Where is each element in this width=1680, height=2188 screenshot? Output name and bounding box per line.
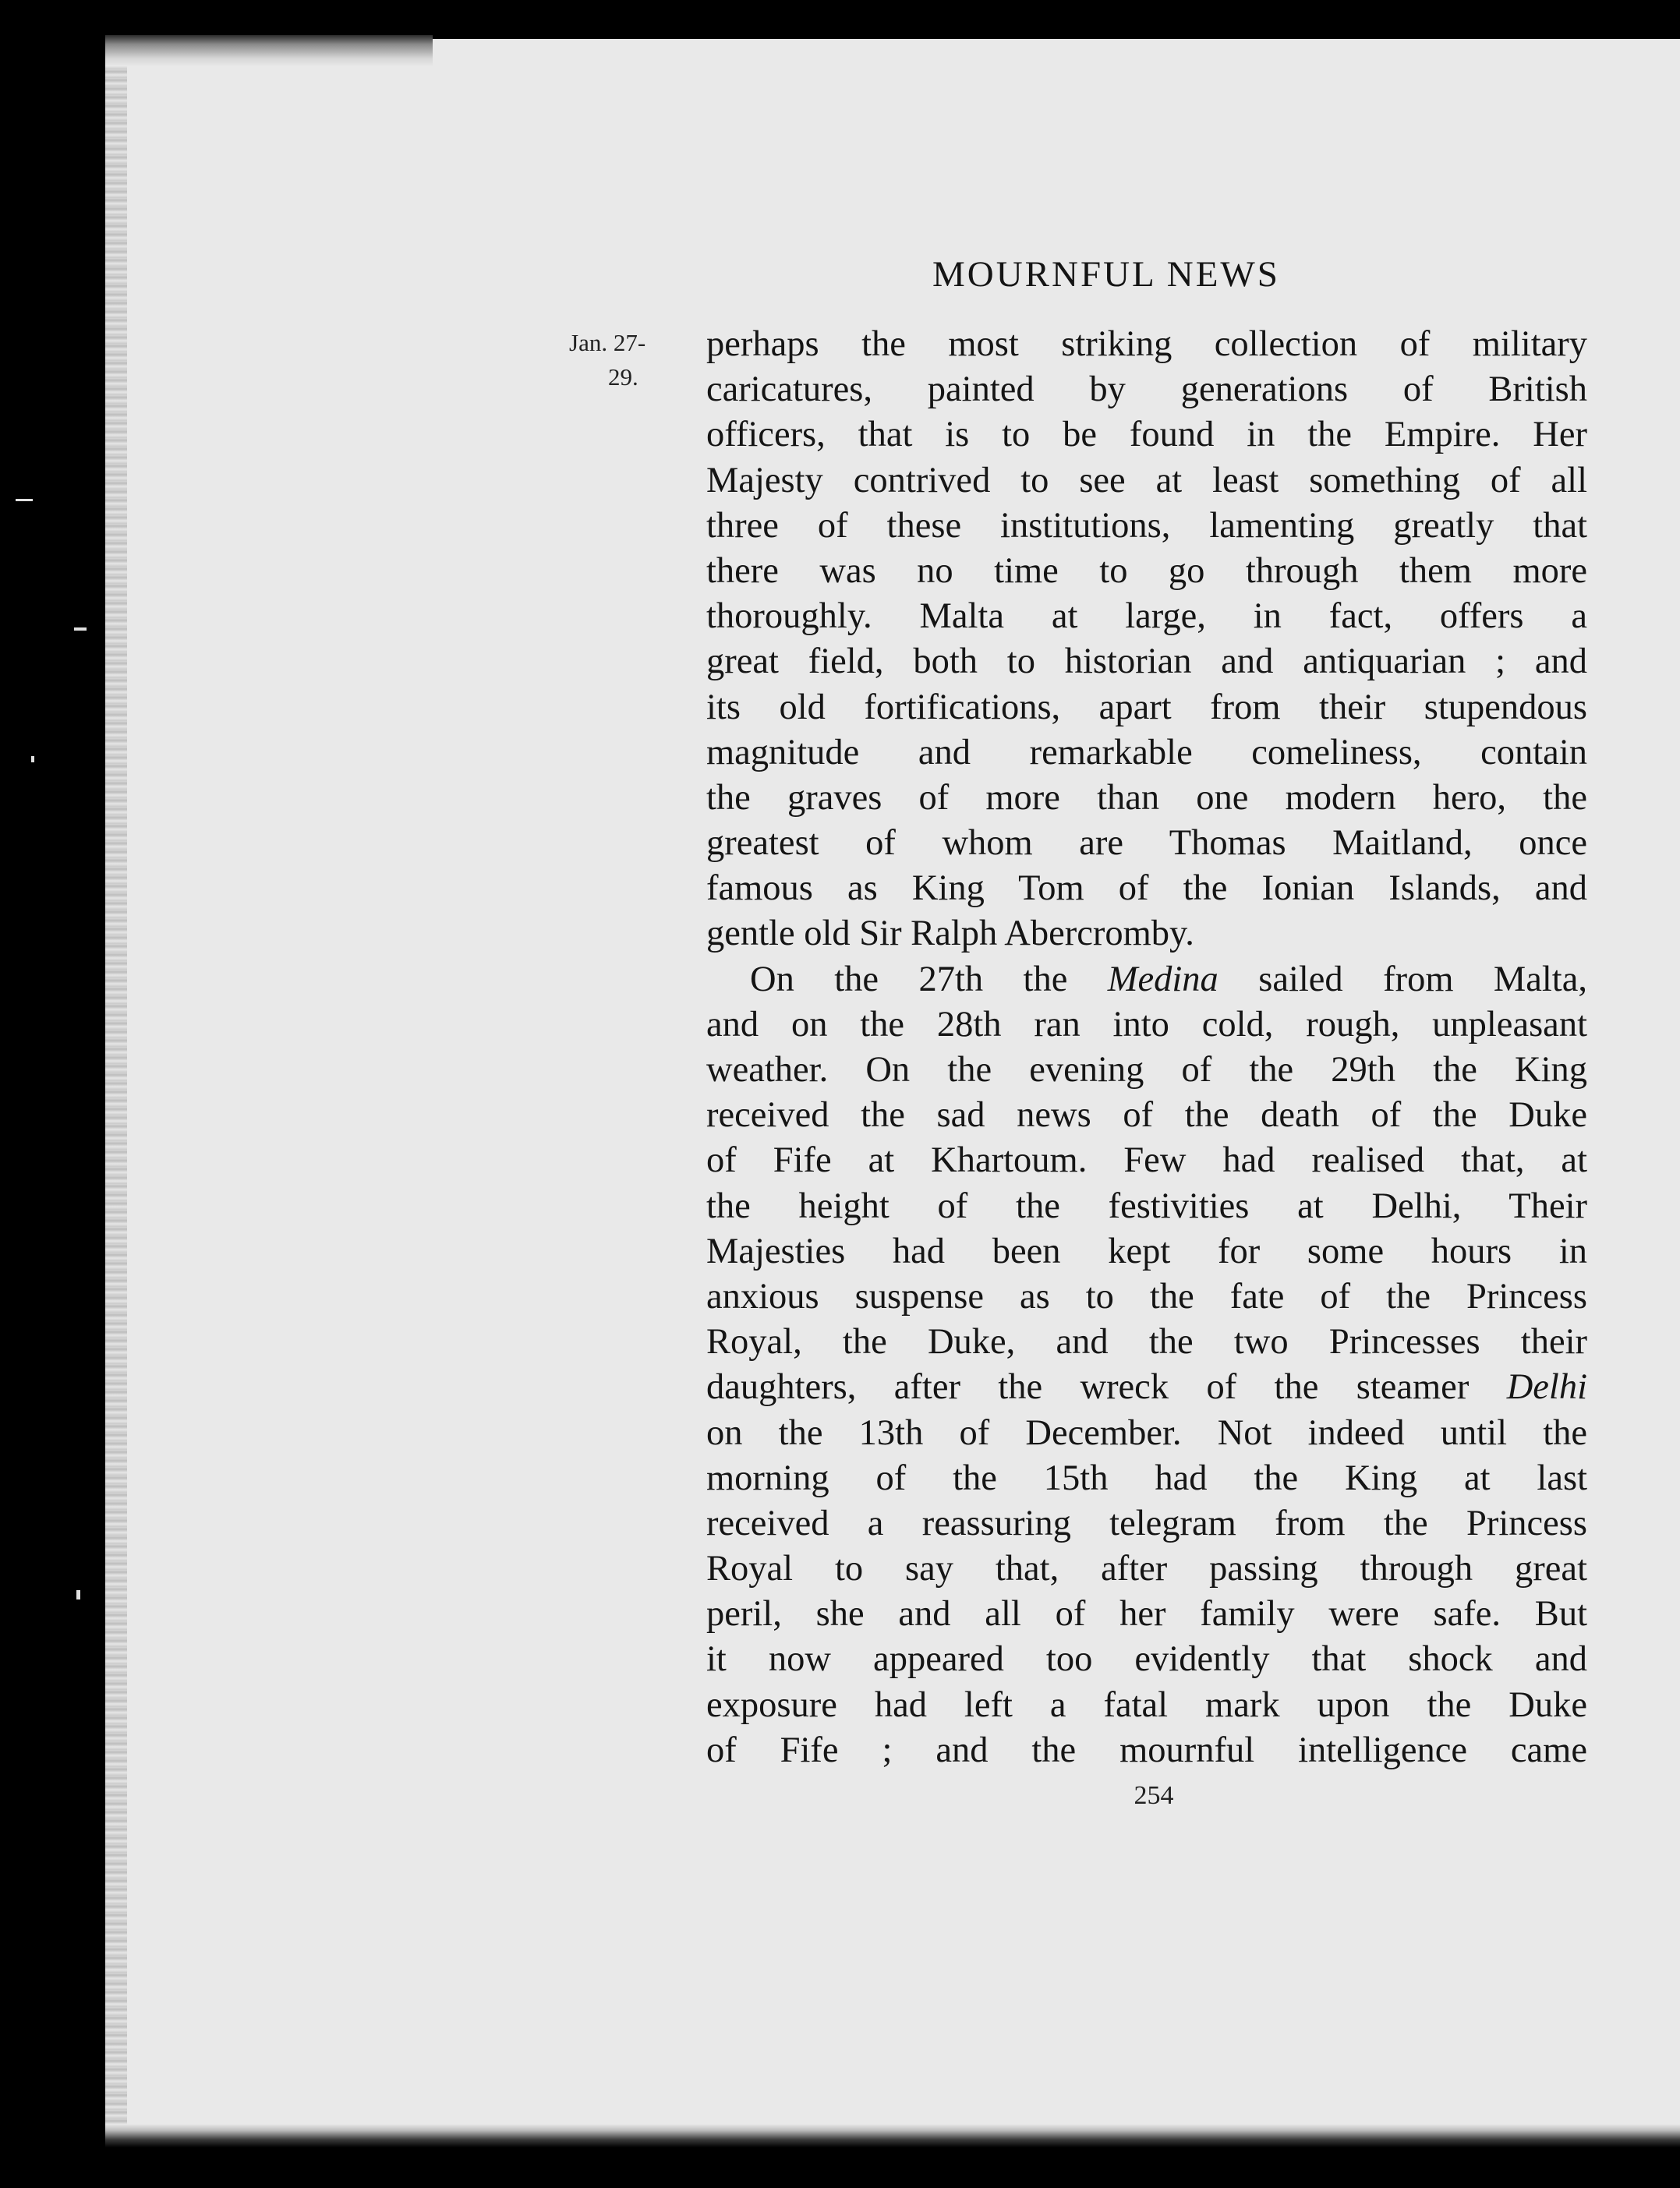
text-line: famous as King Tom of the Ionian Islands, and <box>706 868 1587 909</box>
text-line: its old fortifications, apart from their stupendous <box>706 687 1587 727</box>
text-line: received a reassuring telegram from the Princess <box>706 1503 1587 1543</box>
text-line: of Fife at Khartoum. Few had realised that, at <box>706 1140 1587 1181</box>
text-line: three of these institutions, lamenting greatly that <box>706 505 1587 546</box>
text-line: anxious suspense as to the fate of the Princess <box>706 1276 1587 1317</box>
text-line <box>706 1365 1587 1410</box>
page-top-shadow <box>105 35 433 66</box>
scan-artifact <box>74 627 87 631</box>
page-number: 254 <box>1134 1781 1174 1810</box>
running-head: MOURNFUL NEWS <box>932 254 1280 295</box>
page-edge-stack <box>105 35 127 2147</box>
text-line: exposure had left a fatal mark upon the Duke <box>706 1684 1587 1725</box>
italic-ship-name: Medina <box>1107 959 1218 999</box>
scan-artifact <box>76 1590 80 1599</box>
body-text <box>706 322 1587 1773</box>
text-line: Royal, the Duke, and the two Princesses their <box>706 1322 1587 1363</box>
text-line: great field, both to historian and antiquarian ; and <box>706 642 1587 682</box>
text-line: on the 13th of December. Not indeed until the <box>706 1412 1587 1453</box>
margin-date-line: 29. <box>608 363 638 391</box>
text-line: officers, that is to be found in the Empire. Her <box>706 415 1587 455</box>
margin-date-note <box>569 326 686 394</box>
margin-date-line: Jan. 27- <box>569 329 646 356</box>
text-line: it now appeared too evidently that shock and <box>706 1639 1587 1680</box>
text-line: Majesties had been kept for some hours in <box>706 1231 1587 1271</box>
text-line: Royal to say that, after passing through great <box>706 1549 1587 1589</box>
text-line: caricatures, painted by generations of British <box>706 369 1587 410</box>
text-line: there was no time to go through them more <box>706 550 1587 591</box>
italic-ship-name: Delhi <box>1506 1367 1587 1408</box>
scan-artifact <box>16 499 33 501</box>
text-line: thoroughly. Malta at large, in fact, offers a <box>706 596 1587 637</box>
page-bottom-shadow <box>105 2124 1680 2147</box>
text-line: weather. On the evening of the 29th the King <box>706 1050 1587 1090</box>
text-line: of Fife ; and the mournful intelligence came <box>706 1730 1587 1770</box>
text-line: morning of the 15th had the King at last <box>706 1458 1587 1498</box>
text-run: sailed from Malta, <box>1218 959 1587 999</box>
text-line: magnitude and remarkable comeliness, contain <box>706 732 1587 772</box>
text-line: Majesty contrived to see at least something of all <box>706 460 1587 500</box>
text-line: greatest of whom are Thomas Maitland, once <box>706 823 1587 864</box>
text-line: gentle old Sir Ralph Abercromby. <box>706 914 1194 954</box>
text-line: perhaps the most striking collection of military <box>706 324 1587 364</box>
text-line: received the sad news of the death of the Duke <box>706 1095 1587 1136</box>
text-line: and on the 28th ran into cold, rough, unpleasant <box>706 1004 1587 1045</box>
text-run: On the 27th the <box>750 959 1108 999</box>
text-line: the height of the festivities at Delhi, Their <box>706 1186 1587 1226</box>
text-line: peril, she and all of her family were safe. But <box>706 1594 1587 1635</box>
text-run: daughters, after the wreck of the steamer <box>706 1367 1507 1408</box>
text-line: the graves of more than one modern hero, the <box>706 777 1587 818</box>
scan-artifact <box>31 756 34 762</box>
text-line <box>706 957 1587 1002</box>
